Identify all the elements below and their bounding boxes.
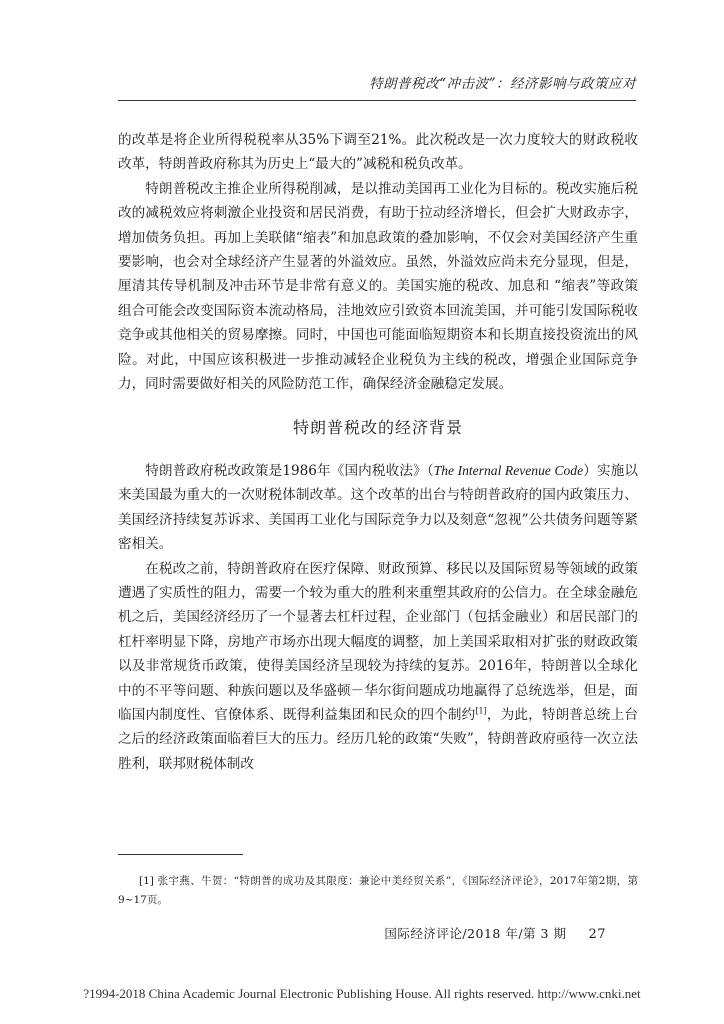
footnote-divider (118, 854, 243, 855)
footnote: [1] 张宇燕、牛贺：“特朗普的成功及其限度：兼论中美经贸关系”，《国际经济评论》，2017年第2期，第9~17页。 (118, 875, 638, 906)
paragraph-background (118, 459, 638, 557)
p3-text-before: 特朗普政府税改政策是1986年《国内税收法》（ (145, 462, 434, 479)
article-body (118, 128, 638, 776)
copyright-notice: ?1994-2018 China Academic Journal Electronic Publishing House. All rights reserved. http://www.cnki.net (83, 986, 641, 1001)
p3-text-after: ）实施以来美国最为重大的一次财税体制改革。这个改革的出台与特朗普政府的国内政策压力、美国经济持续复苏诉求、美国再工业化与国际竞争力以及刻意“忽视”公共债务问题等紧密相关。 (118, 462, 638, 553)
footnote-reference[interactable]: [1] (475, 706, 487, 716)
p4-text-before: 在税改之前，特朗普政府在医疗保障、财政预算、移民以及国际贸易等领域的政策遭遇了实质性的阻力，需要一个较为重大的胜利来重塑其政府的公信力。在全球金融危机之后，美国经济经历了一个显著去杠杆过程，企业部门（包括金融业）和居民部门的杠杆率明显下降，房地产市场亦出现大幅度的调整，加上美国采取相对扩张的财政政策以及非常规货币政策，使得美国经济呈现较为持续的复苏。2016年，特朗普以全球化中的不平等问题、种族问题以及华盛顿－华尔街问题成功地赢得了总统选举，但是，面临国内制度性、官僚体系、既得利益集团和民众的四个制约 (118, 560, 638, 723)
paragraph-continuation: 的改革是将企业所得税税率从35%下调至21%。此次税改是一次力度较大的财政税收改革，特朗普政府称其为历史上“最大的”减税和税负改革。 (118, 132, 638, 173)
journal-citation: 国际经济评论/2018 年/第 3 期 (384, 926, 567, 941)
paragraph-intro: 特朗普税改主推企业所得税削减，是以推动美国再工业化为目标的。税改实施后税改的减税效应将刺激企业投资和居民消费，有助于拉动经济增长，但会扩大财政赤字，增加债务负担。再加上美联储“缩表”和加息政策的叠加影响，不仅会对美国经济产生重要影响，也会对全球经济产生显著的外溢效应。虽然，外溢效应尚未充分显现，但是，厘清其传导机制及冲击环节是非常有意义的。美国实施的税改、加息和 “缩表”等政策组合可能会改变国际资本流动格局，洼地效应引致资本回流美国，并可能引发国际税收竞争或其他相关的贸易摩擦。同时，中国也可能面临短期资本和长期直接投资流出的风险。对此，中国应该积极进一步推动减轻企业税负为主线的税改，增强企业国际竞争力，同时需要做好相关的风险防范工作，确保经济金融稳定发展。 (118, 180, 638, 393)
paragraph-pre-reform (118, 557, 638, 777)
p3-english-title: The Internal Revenue Code (433, 462, 584, 478)
p4-text-after: ，为此，特朗普总统上台之后的经济政策面临着巨大的压力。经历几轮的政策“失败”，特朗普政府亟待一次立法胜利，联邦财税体制改 (118, 706, 639, 772)
section-title: 特朗普税改的经济背景 (292, 418, 463, 438)
page-number: 27 (588, 927, 606, 942)
running-header (118, 72, 636, 101)
running-title: 特朗普税改“冲击波”：经济影响与政策应对 (369, 76, 636, 92)
page-footer (384, 924, 606, 942)
